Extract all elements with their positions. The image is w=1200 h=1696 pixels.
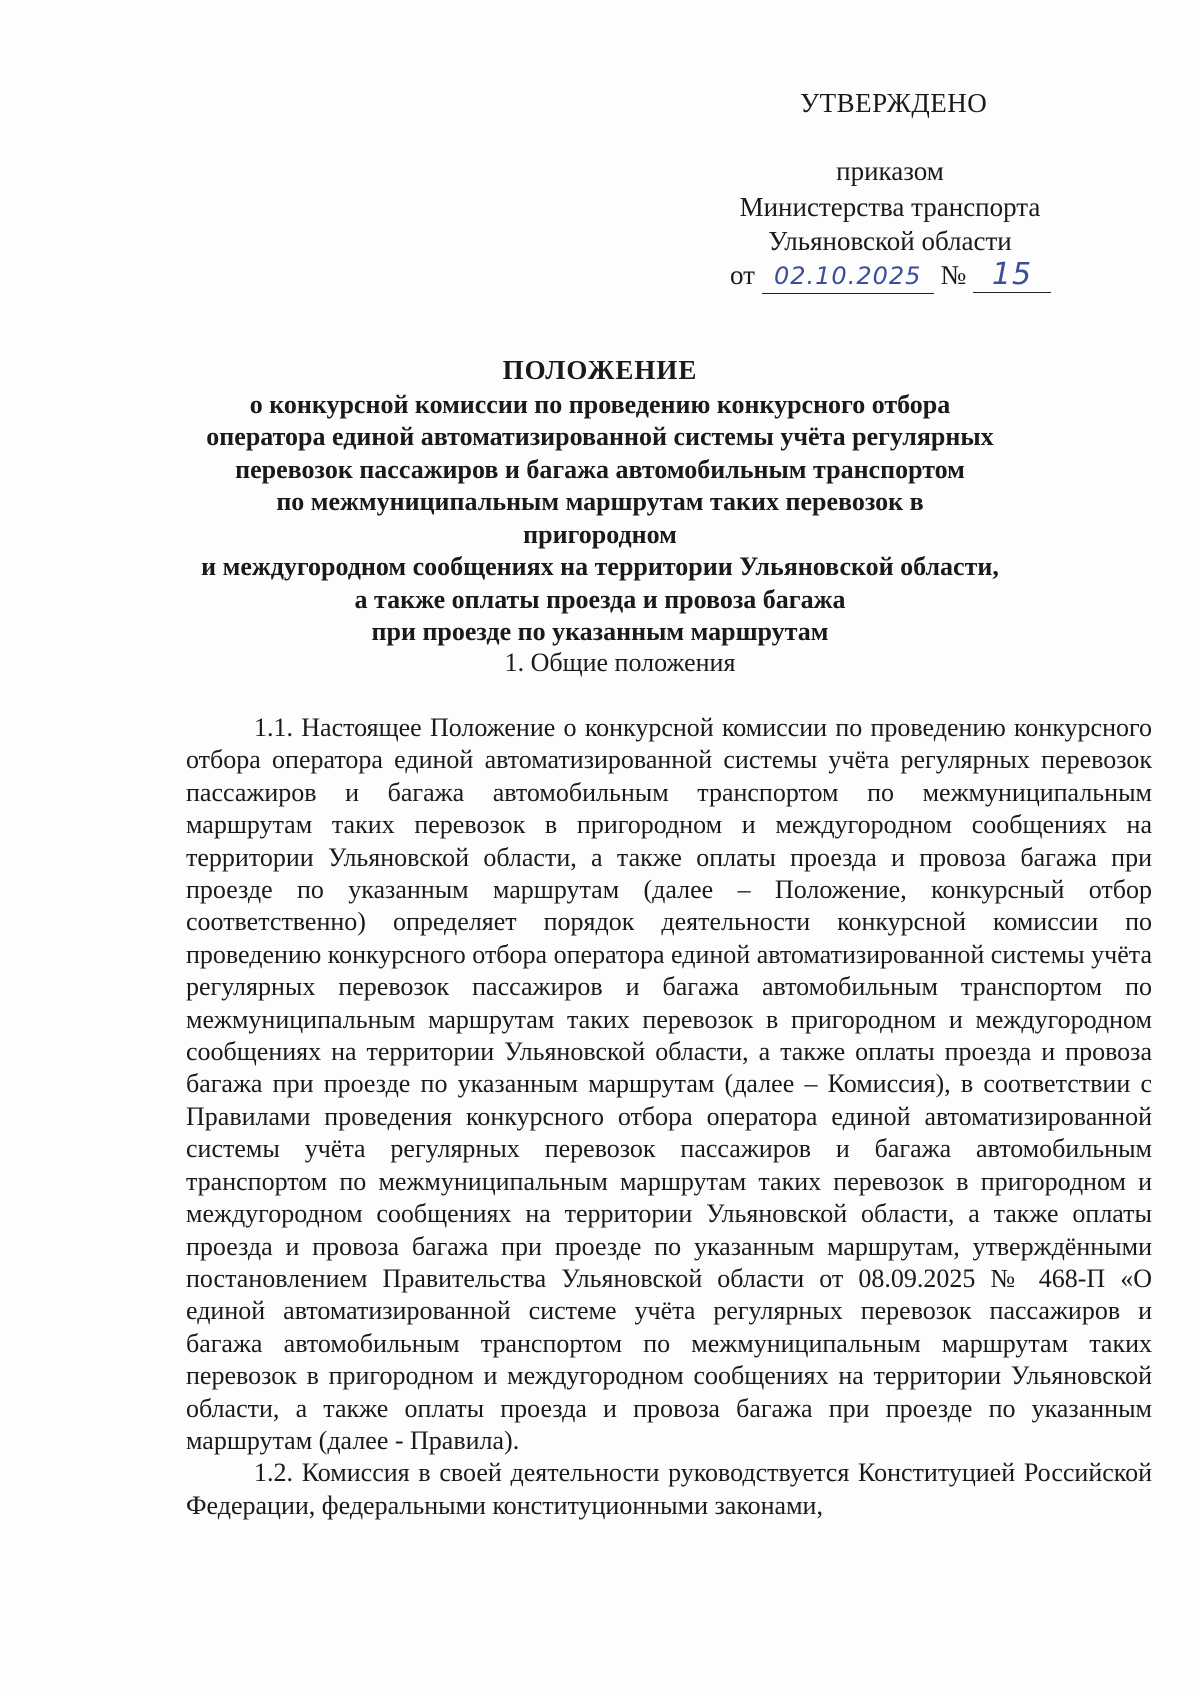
title-line: по межмуниципальным маршрутам таких перевозок в пригородном: [276, 487, 924, 549]
document-title: [200, 354, 1000, 649]
approval-date-number-line: [730, 258, 1060, 294]
approval-order-label: приказом: [836, 156, 944, 186]
title-line: перевозок пассажиров и багажа автомобильным транспортом: [235, 454, 965, 484]
paragraph-1-2: 1.2. Комиссия в своей деятельности руководствуется Конституцией Российской Федерации, федеральными конституционными законами,: [186, 1458, 1152, 1520]
handwritten-date: 02.10.2025: [762, 259, 934, 294]
title-line: при проезде по указанным маршрутам: [371, 617, 829, 646]
number-sign: №: [940, 260, 967, 290]
title-line: и междугородном сообщениях на территории Ульяновской области,: [201, 552, 999, 581]
document-type-heading: ПОЛОЖЕНИЕ: [502, 355, 698, 385]
title-line: оператора единой автоматизированной системы учёта регулярных: [206, 422, 994, 451]
title-line: а также оплаты проезда и провоза багажа: [354, 584, 846, 614]
title-line: о конкурсной комиссии по проведению конкурсного отбора: [249, 389, 951, 419]
document-body: [186, 712, 1152, 1522]
section-heading: 1. Общие положения: [504, 648, 736, 677]
paragraph-1-1: 1.1. Настоящее Положение о конкурсной комиссии по проведению конкурсного отбора оператора единой автоматизированной системы учёта регулярных перевозок пассажиров и багажа автомобильным транспортом по межмуниципальным маршрутам таких перевозок в пригородном и междугородном сообщениях на территории Ульяновской области, а также оплаты проезда и провоза багажа при проезде по указанным маршрутам (далее – Положение, конкурсный отбор соответственно) определяет порядок деятельности конкурсной комиссии по проведению конкурсного отбора оператора единой автоматизированной системы учёта регулярных перевозок пассажиров и багажа автомобильным транспортом по межмуниципальным маршрутам таких перевозок в пригородном и междугородном сообщениях на территории Ульяновской области, а также оплаты проезда и провоза багажа при проезде по указанным маршрутам (далее – Комиссия), в соответствии с Правилами проведения конкурсного отбора оператора единой автоматизированной системы учёта регулярных перевозок пассажиров и багажа автомобильным транспортом по межмуниципальным маршрутам таких перевозок в пригородном и междугородном сообщениях на территории Ульяновской области, а также оплаты проезда и провоза багажа при проезде по указанным маршрутам, утверждёнными постановлением Правительства Ульяновской области от 08.09.2025 № 468-П «О единой автоматизированной системе учёта регулярных перевозок пассажиров и багажа автомобильным транспортом по межмуниципальным маршрутам таких перевозок в пригородном и междугородном сообщениях на территории Ульяновской области, а также оплаты проезда и провоза багажа при проезде по указанным маршрутам (далее - Правила).: [186, 713, 1152, 1455]
approval-ministry: Министерства транспорта: [739, 192, 1041, 222]
approval-stamp-title: УТВЕРЖДЕНО: [800, 88, 988, 118]
date-prefix: от: [730, 260, 755, 290]
approval-region: Ульяновской области: [768, 226, 1012, 256]
handwritten-number: 15: [973, 258, 1051, 293]
